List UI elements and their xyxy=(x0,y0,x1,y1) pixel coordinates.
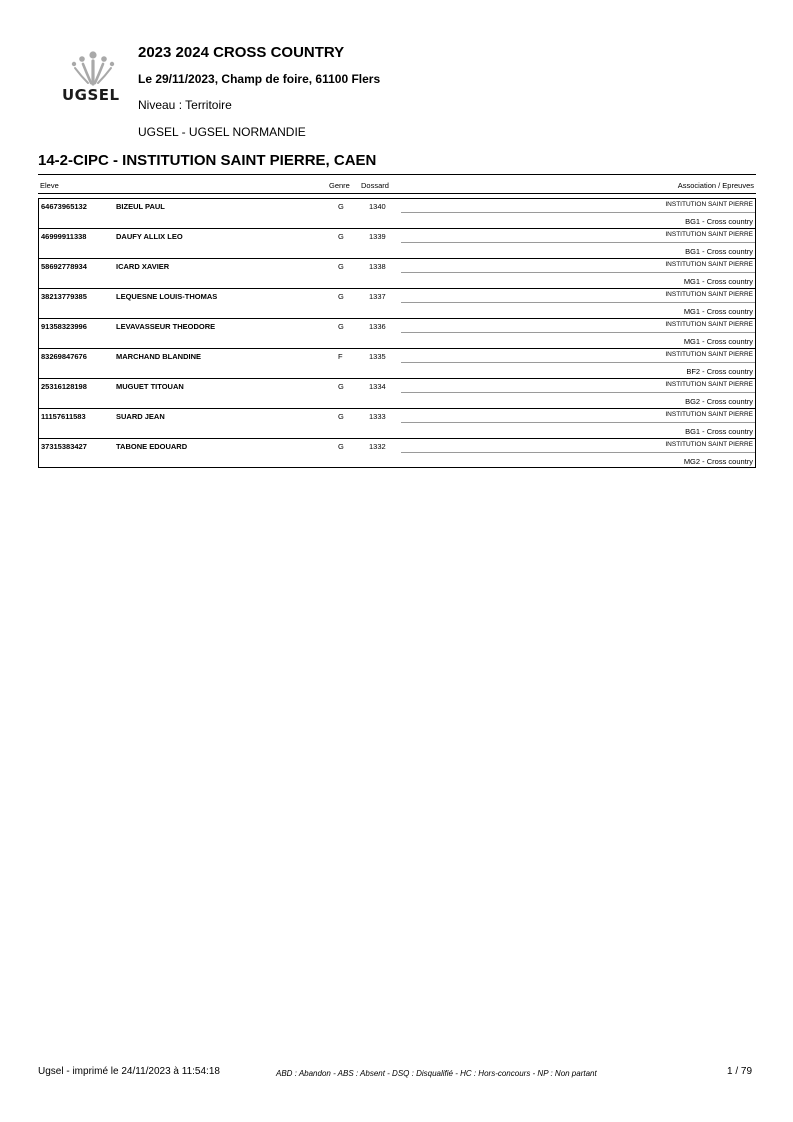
row-divider xyxy=(401,272,755,273)
student-dossard: 1336 xyxy=(369,322,386,331)
student-epreuve: BF2 - Cross country xyxy=(686,367,753,376)
student-id: 91358323996 xyxy=(41,322,87,331)
col-dossard: Dossard xyxy=(361,181,389,190)
student-epreuve: MG1 - Cross country xyxy=(683,277,753,286)
student-name: MARCHAND BLANDINE xyxy=(116,352,201,361)
row-divider xyxy=(401,422,755,423)
student-genre: G xyxy=(338,412,344,421)
student-association: INSTITUTION SAINT PIERRE xyxy=(665,321,753,328)
runners-logo-icon xyxy=(66,50,120,86)
table-row xyxy=(38,378,756,408)
student-dossard: 1340 xyxy=(369,202,386,211)
student-genre: G xyxy=(338,232,344,241)
table-row xyxy=(38,258,756,288)
student-name: LEVAVASSEUR THEODORE xyxy=(116,322,216,331)
student-association: INSTITUTION SAINT PIERRE xyxy=(665,291,753,298)
student-epreuve: BG1 - Cross country xyxy=(685,217,753,226)
student-dossard: 1338 xyxy=(369,262,386,271)
logo-text: UGSEL xyxy=(62,86,120,104)
student-epreuve: MG2 - Cross country xyxy=(683,457,753,466)
student-dossard: 1332 xyxy=(369,442,386,451)
student-epreuve: MG1 - Cross country xyxy=(683,307,753,316)
student-id: 38213779385 xyxy=(41,292,87,301)
student-name: SUARD JEAN xyxy=(116,412,165,421)
event-date-location: Le 29/11/2023, Champ de foire, 61100 Flers xyxy=(138,72,381,86)
student-association: INSTITUTION SAINT PIERRE xyxy=(665,411,753,418)
row-divider xyxy=(401,452,755,453)
student-epreuve: MG1 - Cross country xyxy=(683,337,753,346)
abbreviation-legend: ABD : Abandon - ABS : Absent - DSQ : Disqualifié - HC : Hors-concours - NP : Non partant xyxy=(276,1069,597,1078)
row-divider xyxy=(401,362,755,363)
student-name: DAUFY ALLIX LEO xyxy=(116,232,183,241)
table-row xyxy=(38,348,756,378)
student-id: 58692778934 xyxy=(41,262,87,271)
student-dossard: 1333 xyxy=(369,412,386,421)
event-title: 2023 2024 CROSS COUNTRY xyxy=(138,44,345,61)
student-genre: G xyxy=(338,382,344,391)
table-row xyxy=(38,228,756,258)
table-row xyxy=(38,288,756,318)
student-genre: G xyxy=(338,202,344,211)
student-id: 64673965132 xyxy=(41,202,87,211)
student-epreuve: BG2 - Cross country xyxy=(685,397,753,406)
row-divider xyxy=(401,302,755,303)
row-divider xyxy=(401,332,755,333)
student-name: MUGUET TITOUAN xyxy=(116,382,184,391)
student-dossard: 1334 xyxy=(369,382,386,391)
student-epreuve: BG1 - Cross country xyxy=(685,247,753,256)
student-name: TABONE EDOUARD xyxy=(116,442,188,451)
student-dossard: 1339 xyxy=(369,232,386,241)
table-header xyxy=(38,174,756,194)
student-dossard: 1335 xyxy=(369,352,386,361)
student-genre: G xyxy=(338,322,344,331)
student-id: 46999911338 xyxy=(41,232,87,241)
student-association: INSTITUTION SAINT PIERRE xyxy=(665,351,753,358)
student-name: LEQUESNE LOUIS-THOMAS xyxy=(116,292,218,301)
row-divider xyxy=(401,392,755,393)
student-id: 11157611583 xyxy=(41,412,86,421)
row-divider xyxy=(401,242,755,243)
col-eleve: Eleve xyxy=(40,181,59,190)
student-association: INSTITUTION SAINT PIERRE xyxy=(665,201,753,208)
student-name: BIZEUL PAUL xyxy=(116,202,165,211)
student-association: INSTITUTION SAINT PIERRE xyxy=(665,261,753,268)
row-divider xyxy=(401,212,755,213)
participants-table xyxy=(38,198,756,468)
student-name: ICARD XAVIER xyxy=(116,262,170,271)
page-number: 1 / 79 xyxy=(727,1066,753,1077)
col-genre: Genre xyxy=(329,181,350,190)
table-row xyxy=(38,408,756,438)
student-association: INSTITUTION SAINT PIERRE xyxy=(665,231,753,238)
student-association: INSTITUTION SAINT PIERRE xyxy=(665,381,753,388)
ugsel-logo xyxy=(62,50,126,108)
school-heading: 14-2-CIPC - INSTITUTION SAINT PIERRE, CAEN xyxy=(38,152,377,169)
student-association: INSTITUTION SAINT PIERRE xyxy=(665,441,753,448)
event-organization: UGSEL - UGSEL NORMANDIE xyxy=(138,125,306,139)
table-row xyxy=(38,198,756,228)
event-level: Niveau : Territoire xyxy=(138,98,232,112)
student-epreuve: BG1 - Cross country xyxy=(685,427,753,436)
student-id: 83269847676 xyxy=(41,352,87,361)
student-dossard: 1337 xyxy=(369,292,386,301)
table-row xyxy=(38,438,756,468)
student-genre: G xyxy=(338,292,344,301)
student-genre: F xyxy=(338,352,343,361)
student-id: 37315383427 xyxy=(41,442,87,451)
student-genre: G xyxy=(338,442,344,451)
student-id: 25316128198 xyxy=(41,382,87,391)
print-timestamp: Ugsel - imprimé le 24/11/2023 à 11:54:18 xyxy=(38,1066,220,1077)
col-association: Association / Epreuves xyxy=(677,181,754,190)
student-genre: G xyxy=(338,262,344,271)
table-row xyxy=(38,318,756,348)
